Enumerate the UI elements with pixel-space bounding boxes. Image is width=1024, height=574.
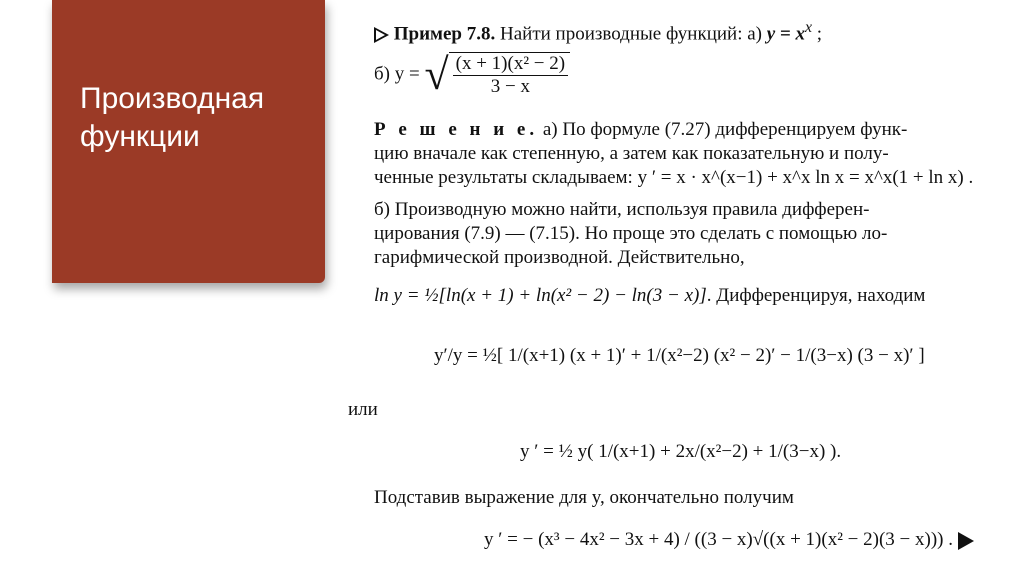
example-line: Пример 7.8. Найти производные функций: а) $y = x^x$ ; bbox=[374, 16, 822, 46]
sqrt-symbol-icon: √ bbox=[424, 50, 449, 99]
ln-after: . Дифференцируя, находим bbox=[706, 285, 926, 306]
example-a: y = x bbox=[766, 23, 806, 45]
solution-word: Р е ш е н и е. bbox=[374, 119, 539, 140]
ln-formula-line bbox=[374, 284, 925, 308]
solution-line2: цию вначале как степенную, а затем как показательную и полу- bbox=[374, 143, 889, 164]
example-b bbox=[374, 52, 570, 98]
example-head: Пример 7.8. bbox=[393, 23, 496, 45]
final-formula-line bbox=[484, 528, 974, 552]
part-b-line1: б) Производную можно найти, используя правила дифферен- bbox=[374, 199, 870, 220]
title-panel bbox=[52, 0, 325, 283]
end-triangle-icon bbox=[958, 532, 974, 550]
part-b-line3: гарифмической производной. Действительно, bbox=[374, 247, 745, 268]
example-a-exp: x bbox=[805, 19, 813, 36]
final-formula: y ′ = − (x³ − 4x² − 3x + 4) / ((3 − x)√((x + 1)(x² − 2)(3 − x))) . bbox=[484, 529, 953, 550]
slide-title-line2: функции bbox=[80, 120, 200, 153]
or-word: или bbox=[348, 399, 378, 420]
example-b-num: (x + 1)(x² − 2) bbox=[453, 53, 568, 76]
example-b-den: 3 − x bbox=[490, 76, 530, 97]
substitute-line: Подставив выражение для y, окончательно получим bbox=[374, 487, 794, 508]
solution-text1: а) По формуле (7.27) дифференцируем функ- bbox=[538, 119, 908, 140]
deriv-formula: y′/y = ½[ 1/(x+1) (x + 1)′ + 1/(x²−2) (x² − 2)′ − 1/(3−x) (3 − x)′ ] bbox=[434, 345, 925, 366]
example-b-label: б) y = bbox=[374, 63, 420, 85]
example-b-radicand bbox=[449, 52, 570, 98]
solution-line1 bbox=[374, 118, 907, 142]
slide-title bbox=[80, 80, 264, 156]
start-triangle-icon bbox=[374, 27, 389, 43]
scanned-page bbox=[348, 8, 974, 568]
solution-line3: ченные результаты складываем: y ′ = x · x^(x−1) + x^x ln x = x^x(1 + ln x) . bbox=[374, 167, 974, 188]
example-task: Найти производные функций: а) bbox=[500, 23, 762, 45]
ln-formula: ln y = ½[ln(x + 1) + ln(x² − 2) − ln(3 − x)] bbox=[374, 285, 707, 306]
second-formula: y ′ = ½ y( 1/(x+1) + 2x/(x²−2) + 1/(3−x) ). bbox=[520, 441, 842, 462]
part-b-line2: цирования (7.9) — (7.15). Но проще это сделать с помощью ло- bbox=[374, 223, 888, 244]
slide-title-line1: Производная bbox=[80, 82, 265, 115]
